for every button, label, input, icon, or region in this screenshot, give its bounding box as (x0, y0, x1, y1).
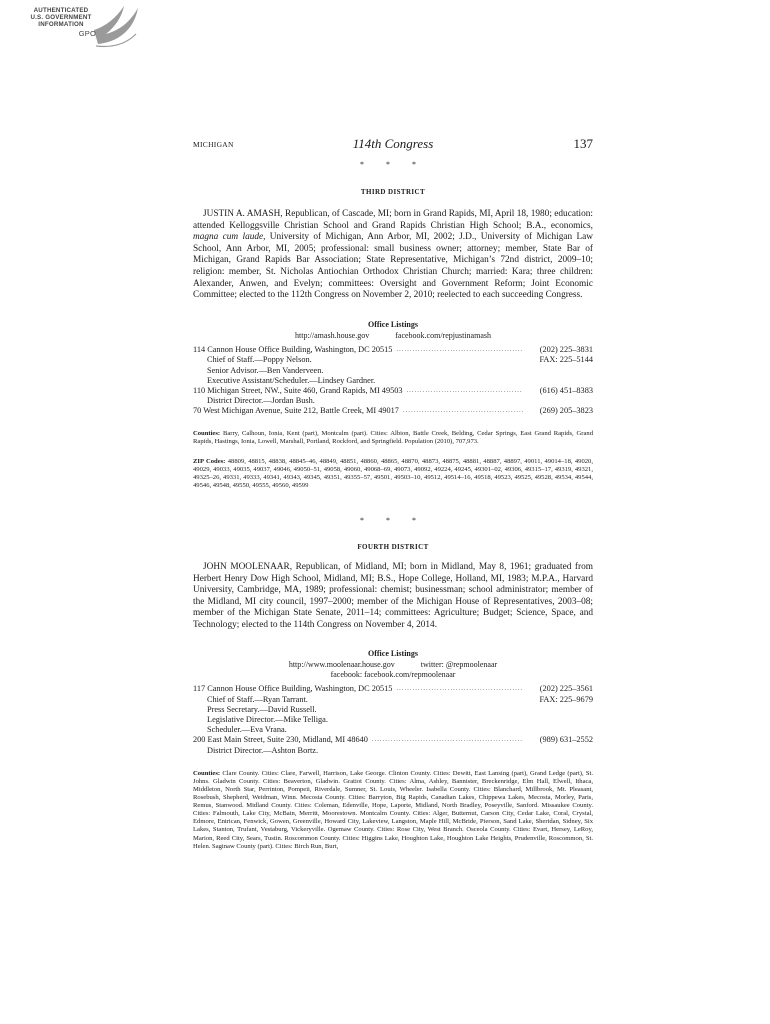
office-row (193, 345, 593, 355)
office-address: 200 East Main Street, Suite 230, Midland, MI 48640 (193, 735, 368, 745)
office-list (193, 345, 593, 416)
staff-row (193, 725, 593, 735)
seal-line-2: U.S. GOVERNMENT (30, 14, 92, 21)
staff-row (193, 715, 593, 725)
staff-row (193, 396, 593, 406)
staff-entry: Executive Assistant/Scheduler.—Lindsey Gardner. (207, 375, 376, 385)
third-district-section (193, 160, 593, 490)
leader-dots (403, 406, 523, 416)
office-row (193, 684, 593, 694)
leader-dots (396, 684, 523, 694)
office-row (193, 386, 593, 396)
section-separator: * * * (360, 516, 426, 525)
bio-text: JUSTIN A. AMASH, Republican, of Cascade, MI; born in Grand Rapids, MI, April 18, 1980; education: attended Kelloggsville Christian School and Grand Rapids Christian High School; B.A., economics, (193, 209, 593, 231)
staff-entry: Legislative Director.—Mike Telliga. (207, 714, 328, 724)
district-heading: FOURTH DISTRICT (357, 543, 429, 551)
section-separator: * * * (360, 160, 426, 169)
bio-text-cont: , University of Michigan, Ann Arbor, MI, 2002; J.D., University of Michigan Law School, Ann Arbor, MI, 2005; professional: small business owner; attorney; member, State Bar of Michigan, Grand Rapids Bar Association; State Representative, Michigan’s 72nd district, 2009–10; religion: member, St. Nicholas Antiochian Orthodox Christian Church; married: Kara; three children: Alexander, Anwen, and Evelyn; committees: Oversight and Government Reform; Joint Economic Committee; elected to the 112th Congress on November 2, 2010; reelected to each succeeding Congress. (193, 232, 593, 301)
facebook-link[interactable]: facebook: facebook.com/repmoolenaar (330, 669, 456, 679)
zip-codes-paragraph (193, 458, 593, 490)
office-row (193, 406, 593, 416)
office-links (193, 331, 593, 341)
office-phone: (202) 225–3831 (539, 345, 593, 355)
gpo-authentication-seal (26, 4, 146, 50)
counties-label: Counties: (193, 769, 221, 777)
staff-entry: District Director.—Ashton Bortz. (207, 745, 319, 755)
office-phone: (989) 631–2552 (539, 735, 593, 745)
office-listings-title: Office Listings (368, 319, 418, 329)
member-biography: JOHN MOOLENAAR, Republican, of Midland, MI; born in Midland, May 8, 1961; graduated from Herbert Henry Dow High School, Midland, MI; B.S., Hope College, Holland, MI, 1983; M.P.A., Harvard University, Cambridge, MA, 1989; professional: chemist; businessman; school administrator; member of the Midland, MI city council, 1997–2000; member of the Michigan House of Representatives, 2003–08; member of the Michigan State Senate, 2011–14; committees: Agriculture; Budget; Science, Space, and Technology; elected to the 114th Congress on November 4, 2014. (193, 562, 593, 630)
office-listings-title: Office Listings (368, 648, 418, 658)
state-name: MICHIGAN (193, 140, 234, 149)
congress-title: 114th Congress (352, 136, 434, 151)
website-link[interactable]: http://amash.house.gov (295, 330, 370, 340)
website-link[interactable]: http://www.moolenaar.house.gov (288, 659, 395, 669)
office-phone: (202) 225–3561 (539, 684, 593, 694)
counties-label: Counties: (193, 429, 221, 437)
office-address: 70 West Michigan Avenue, Suite 212, Battle Creek, MI 49017 (193, 406, 399, 416)
office-row (193, 735, 593, 745)
staff-entry: Chief of Staff.—Poppy Nelson. (207, 355, 312, 365)
staff-entry: Press Secretary.—David Russell. (207, 704, 317, 714)
staff-entry: Senior Advisor.—Ben Vanderveen. (207, 365, 324, 375)
office-phone: (269) 205–3823 (539, 406, 593, 416)
staff-row (193, 705, 593, 715)
counties-text: Clare County. Cities: Clare, Farwell, Harrison, Lake George. Clinton County. Cities: Dewitt, East Lansing (part), Grand Ledge (part), St. Johns. Gladwin County. Cities: Beaverton, Gladwin. Gratiot County. Cities: Alma, Ashley, Bannister, Breckenridge, Elm Hall, Elwell, Ithaca, Middleton, North Star, Perrinton, Pompeii, Riverdale, Sumner, St. Louis, Wheeler. Isabella County. Cities: Blanchard, Millbrook, Mt. Pleasant, Rosebush, Shepherd, Weidman, Winn. Mecosta County. Cities: Barryton, Big Rapids, Canadian Lakes, Chippewa Lakes, Mecosta, Morley, Paris, Remus, Stanwood. Midland County. Cities: Coleman, Edenville, Hope, Laporte, Midland, North Bradley, Poseyville, Sanford. Missaukee County. Cities: Falmouth, Lake City, McBain, Merritt, Moorestown. Montcalm County. Cities: Alger, Butternut, Carson City, Cedar Lake, Coral, Crystal, Edmore, Entrican, Fenwick, Gowen, Greenville, Howard City, Lakeview, Langston, Maple Hill, McBride, Pierson, Sand Lake, Sheridan, Sidney, Six Lakes, Stanton, Trufant, Vestaburg, Vickeryville. Ogemaw County. Cities: Rose City, West Branch. Osceola County. Cities: Evart, Hersey, LeRoy, Marion, Reed City, Sears, Tustin. Roscommon County. Cities: Higgins Lake, Houghton Lake, Houghton Lake Heights, Prudenville, Roscommon, St. Helen. Saginaw County (part). Cities: Birch Run, Burt, (193, 769, 593, 850)
zip-text: 48809, 48815, 48838, 48845–46, 48849, 48851, 48860, 48865, 48870, 48873, 48875, 48881, 48887, 48897, 49011, 49014–18, 49020, 49029, 49033, 49035, 49037, 49046, 49050–51, 49058, 49060, 49068–69, 49073, 49092, 49224, 49245, 49301–02, 49306, 49315–17, 49319, 49321, 49325–26, 49331, 49333, 49341, 49343, 49345, 49351, 49355–57, 49501, 49503–10, 49512, 49514–16, 49518, 49523, 49525, 49528, 49534, 49544, 49546, 49548, 49550, 49555, 49560, 49599 (193, 457, 593, 490)
counties-paragraph (193, 770, 593, 851)
zip-label: ZIP Codes: (193, 457, 226, 465)
leader-dots (372, 735, 523, 745)
staff-entry: District Director.—Jordan Bush. (207, 396, 315, 406)
staff-row (193, 366, 593, 376)
staff-row (193, 746, 593, 756)
fourth-district-section (193, 516, 593, 851)
leader-dots (407, 386, 523, 396)
staff-entry: Scheduler.—Eva Vrana. (207, 725, 287, 735)
seal-line-3: INFORMATION (38, 21, 84, 28)
running-head (193, 136, 593, 152)
facebook-link[interactable]: facebook.com/repjustinamash (395, 330, 491, 340)
seal-gpo: GPO (78, 29, 96, 38)
page-number: 137 (573, 136, 593, 151)
office-fax: FAX: 225–9679 (539, 694, 593, 704)
office-list (193, 684, 593, 755)
staff-entry: Chief of Staff.—Ryan Tarrant. (207, 694, 308, 704)
leader-dots (396, 345, 523, 355)
office-address: 110 Michigan Street, NW., Suite 460, Grand Rapids, MI 49503 (193, 385, 403, 395)
office-fax: FAX: 225–5144 (539, 355, 593, 365)
office-links (193, 660, 593, 681)
bio-italic-text: magna cum laude (193, 232, 264, 243)
staff-row (193, 376, 593, 386)
counties-text: Barry, Calhoun, Ionia, Kent (part), Montcalm (part). Cities: Albion, Battle Creek, Belding, Cedar Springs, East Grand Rapids, Grand Rapids, Hastings, Ionia, Lowell, Marshall, Portland, Rockford, and Springfield. Population (2010), 707,973. (193, 429, 593, 445)
staff-row (193, 695, 593, 705)
district-heading: THIRD DISTRICT (360, 188, 426, 196)
office-phone: (616) 451–8383 (539, 385, 593, 395)
staff-row (193, 355, 593, 365)
office-address: 117 Cannon House Office Building, Washington, DC 20515 (193, 684, 393, 694)
office-address: 114 Cannon House Office Building, Washington, DC 20515 (193, 345, 393, 355)
member-biography (193, 209, 593, 302)
seal-line-1: AUTHENTICATED (33, 7, 89, 14)
counties-paragraph (193, 430, 593, 446)
twitter-link[interactable]: twitter: @repmoolenaar (420, 659, 498, 669)
